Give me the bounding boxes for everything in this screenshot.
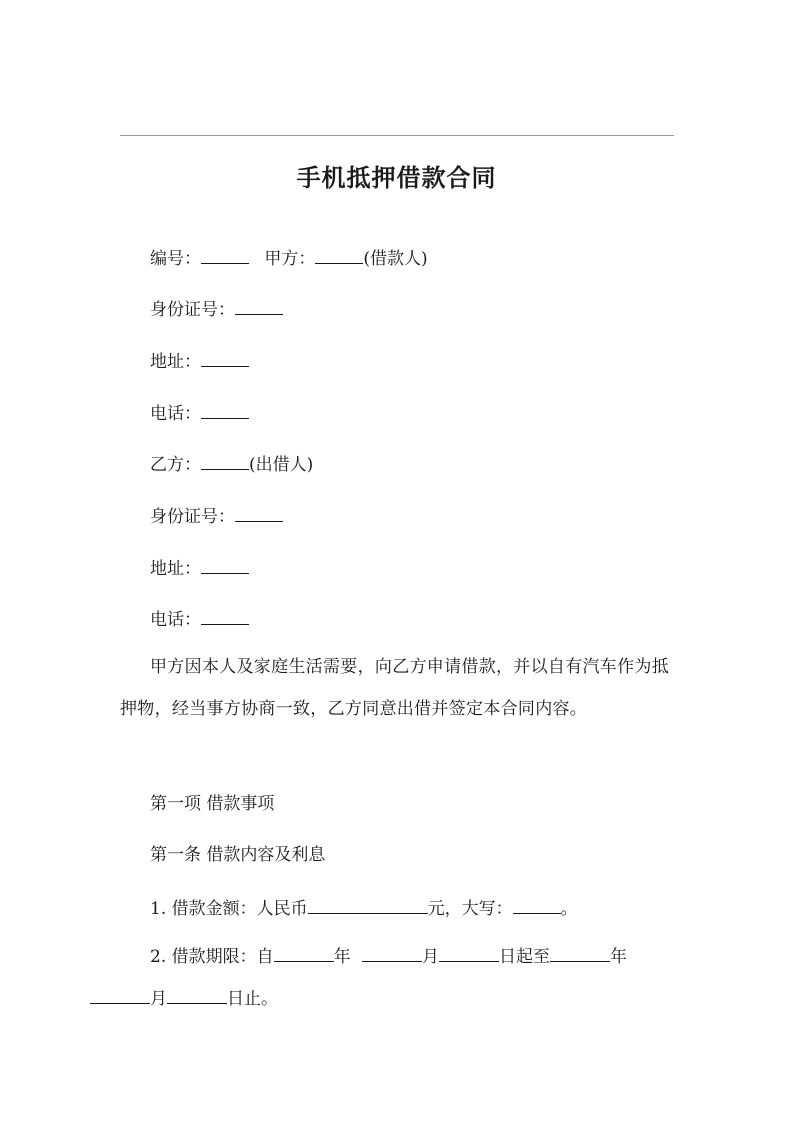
party-a-address-label: 地址： — [150, 352, 201, 372]
loan-start-year-label: 年 — [333, 947, 351, 967]
party-a-address-line — [150, 348, 249, 374]
loan-end-month-blank[interactable] — [90, 985, 150, 1004]
loan-end-year-blank[interactable] — [550, 943, 610, 962]
party-a-address-blank[interactable] — [201, 348, 249, 367]
loan-amount-blank[interactable] — [308, 895, 428, 914]
party-a-blank[interactable] — [315, 245, 363, 264]
loan-amount-line — [150, 895, 578, 921]
loan-end-label: 日止。 — [227, 989, 278, 1009]
loan-end-day-blank[interactable] — [167, 985, 227, 1004]
loan-start-month-blank[interactable] — [362, 943, 422, 962]
document-title: 手机抵押借款合同 — [296, 163, 497, 192]
section-heading: 第一项 借款事项 — [150, 794, 275, 814]
party-b-phone-label: 电话： — [150, 610, 201, 630]
party-b-role: (出借人) — [249, 455, 314, 475]
party-b-line — [150, 451, 313, 477]
number-label: 编号： — [150, 249, 201, 269]
loan-start-day-label: 日起至 — [499, 947, 551, 967]
party-b-label: 乙方： — [150, 455, 201, 475]
party-a-phone-label: 电话： — [150, 404, 201, 424]
intro-paragraph: 甲方因本人及家庭生活需要，向乙方申请借款，并以自有汽车作为抵押物，经当事方协商一致，乙方同意出借并签定本合同内容。 — [120, 657, 669, 719]
party-b-phone-blank[interactable] — [201, 606, 249, 625]
party-a-id-label: 身份证号： — [150, 300, 235, 320]
loan-amount-words-blank[interactable] — [513, 895, 561, 914]
loan-start-month-label: 月 — [422, 947, 440, 967]
party-a-role: (借款人) — [363, 249, 428, 269]
number-blank[interactable] — [201, 245, 249, 264]
number-line — [150, 245, 428, 271]
party-b-id-line — [150, 503, 283, 529]
party-b-address-line — [150, 555, 249, 581]
header-rule — [120, 135, 674, 136]
loan-start-day-blank[interactable] — [439, 943, 499, 962]
loan-amount-prefix: 1. 借款金额：人民币 — [150, 899, 308, 919]
party-b-address-label: 地址： — [150, 559, 201, 579]
party-a-label: 甲方： — [264, 249, 316, 269]
loan-end-month-label: 月 — [150, 989, 167, 1009]
party-b-phone-line — [150, 606, 249, 632]
loan-amount-mid: 元，大写： — [427, 899, 513, 919]
loan-term-prefix: 2. 借款期限：自 — [150, 947, 274, 967]
party-b-blank[interactable] — [201, 451, 249, 470]
party-a-phone-line — [150, 400, 249, 426]
loan-start-year-blank[interactable] — [274, 943, 334, 962]
party-a-id-blank[interactable] — [235, 296, 283, 315]
party-a-phone-blank[interactable] — [201, 400, 249, 419]
party-b-id-blank[interactable] — [235, 503, 283, 522]
party-b-id-label: 身份证号： — [150, 507, 235, 527]
party-a-id-line — [150, 296, 283, 322]
loan-term-paragraph — [120, 936, 678, 1020]
party-b-address-blank[interactable] — [201, 555, 249, 574]
article-heading: 第一条 借款内容及利息 — [150, 845, 326, 865]
loan-amount-suffix: 。 — [560, 899, 578, 919]
loan-end-year-label: 年 — [610, 947, 628, 967]
